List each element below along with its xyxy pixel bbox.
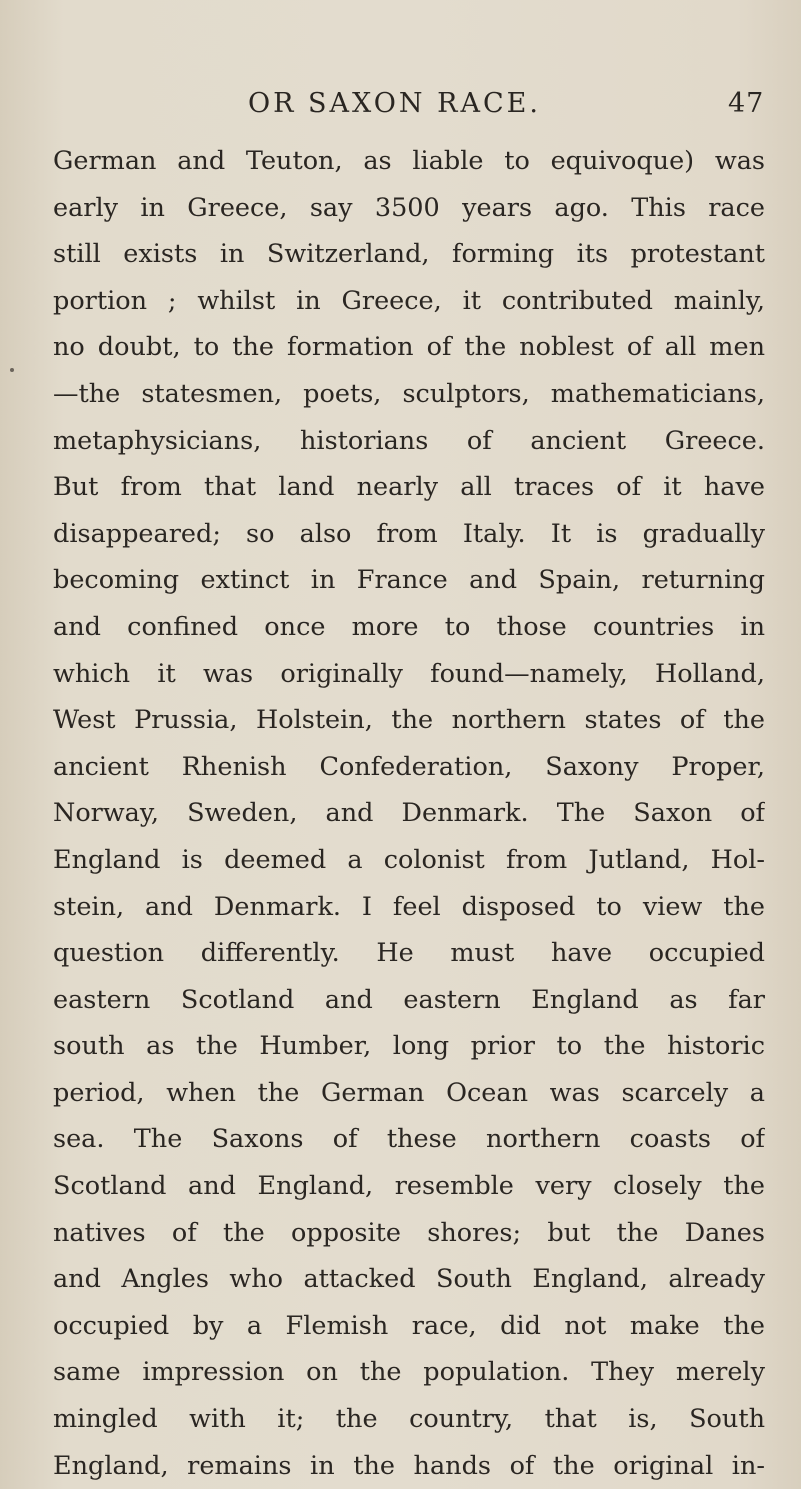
text-line: stein, and Denmark. I feel disposed to view the <box>53 891 765 922</box>
margin-speck <box>10 368 14 372</box>
text-line: But from that land nearly all traces of it have <box>53 472 765 503</box>
text-line: no doubt, to the formation of the noblest of all men <box>53 332 765 363</box>
text-line: mingled with it; the country, that is, South <box>53 1404 765 1435</box>
text-line: same impression on the population. They merely <box>53 1357 765 1388</box>
text-line: natives of the opposite shores; but the Danes <box>53 1217 765 1248</box>
text-line: south as the Humber, long prior to the historic <box>53 1031 765 1062</box>
text-line: England, remains in the hands of the original in- <box>53 1450 765 1481</box>
text-line: West Prussia, Holstein, the northern states of the <box>53 705 765 736</box>
text-line: eastern Scotland and eastern England as far <box>53 984 765 1015</box>
text-line: —the statesmen, poets, sculptors, mathematicians, <box>53 378 765 409</box>
text-line: Scotland and England, resemble very closely the <box>53 1171 765 1202</box>
text-line: metaphysicians, historians of ancient Greece. <box>53 425 765 456</box>
text-line: and confined once more to those countries in <box>53 611 765 642</box>
body-text <box>53 138 765 1489</box>
text-line: still exists in Switzerland, forming its protestant <box>53 239 765 270</box>
running-head: OR SAXON RACE. <box>248 88 541 119</box>
text-line: sea. The Saxons of these northern coasts of <box>53 1124 765 1155</box>
text-line: ancient Rhenish Confederation, Saxony Proper, <box>53 751 765 782</box>
text-line: period, when the German Ocean was scarcely a <box>53 1077 765 1108</box>
text-line: Norway, Sweden, and Denmark. The Saxon of <box>53 798 765 829</box>
text-line: which it was originally found—namely, Holland, <box>53 658 765 689</box>
text-line: becoming extinct in France and Spain, returning <box>53 565 765 596</box>
text-line: question differently. He must have occupied <box>53 938 765 969</box>
text-line: German and Teuton, as liable to equivoque) was <box>53 146 765 176</box>
text-line: early in Greece, say 3500 years ago. This race <box>53 192 765 223</box>
page-number: 47 <box>728 88 765 119</box>
text-line: occupied by a Flemish race, did not make the <box>53 1310 765 1341</box>
page-header <box>0 88 801 128</box>
text-line: portion ; whilst in Greece, it contributed mainly, <box>53 285 765 316</box>
text-line: England is deemed a colonist from Jutland, Hol- <box>53 844 765 875</box>
text-line: disappeared; so also from Italy. It is gradually <box>53 518 765 549</box>
text-line: and Angles who attacked South England, already <box>53 1264 765 1295</box>
